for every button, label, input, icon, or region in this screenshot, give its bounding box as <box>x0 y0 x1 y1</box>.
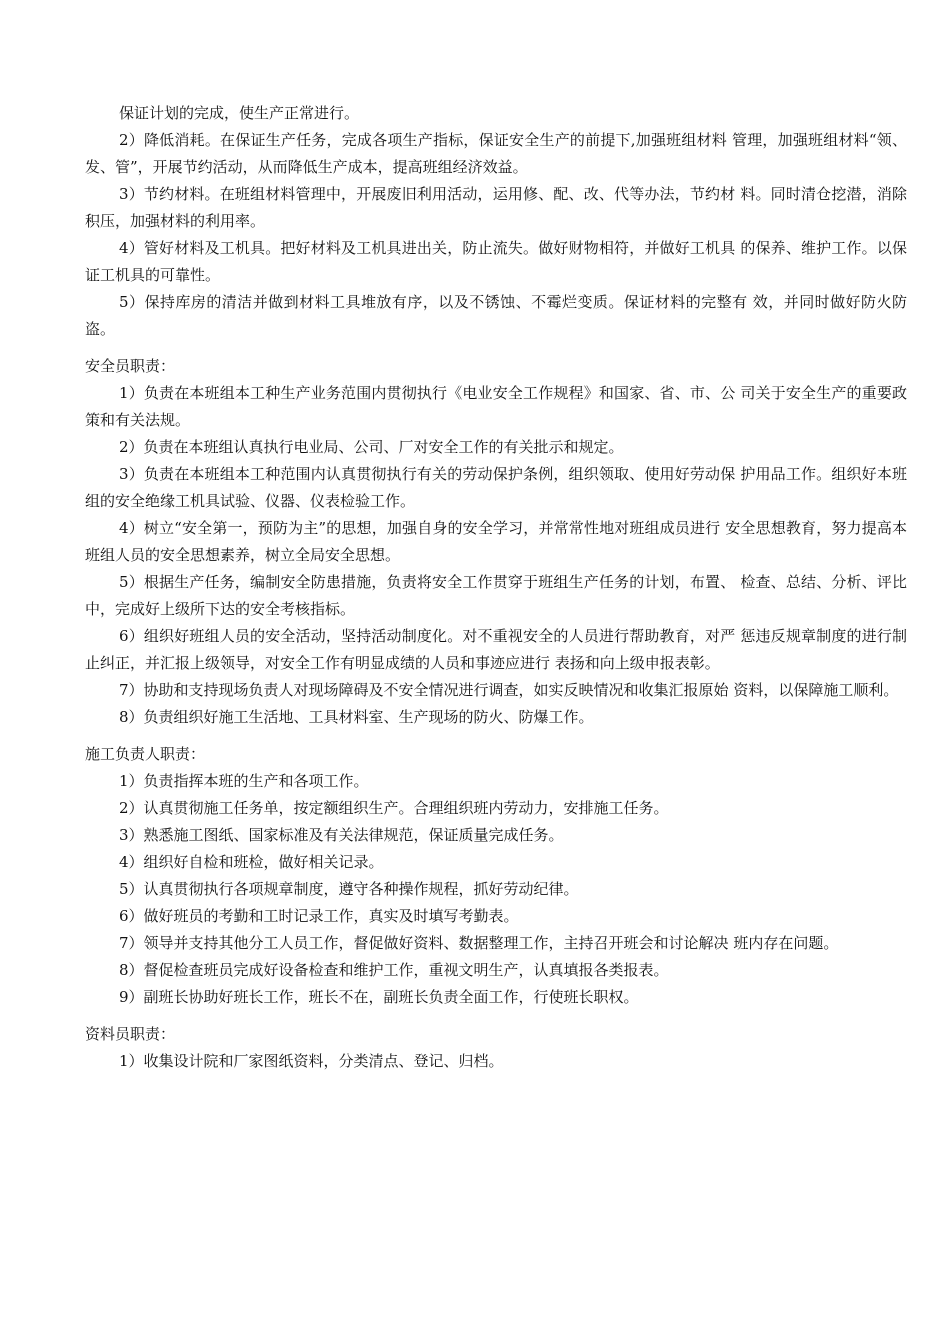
paragraph: 2）降低消耗。在保证生产任务，完成各项生产指标，保证安全生产的前提下,加强班组材料 管理，加强班组材料“领、发、管”，开展节约活动，从而降低生产成本，提高班组经济效益。 <box>85 131 907 176</box>
list-item: 3）负责在本班组本工种范围内认真贯彻执行有关的劳动保护条例，组织领取、使用好劳动保 护用品工作。组织好本班组的安全绝缘工机具试验、仪器、仪表检验工作。 <box>85 465 907 510</box>
section-heading: 资料员职责： <box>85 1025 176 1043</box>
list-item: 6）组织好班组人员的安全活动，坚持活动制度化。对不重视安全的人员进行帮助教育，对严 惩违反规章制度的进行制止纠正，并汇报上级领导，对安全工作有明显成绩的人员和事迹应进行 表扬和向上级申报表彰。 <box>85 627 907 672</box>
list-item: 7）协助和支持现场负责人对现场障碍及不安全情况进行调查，如实反映情况和收集汇报原始 资料，以保障施工顺利。 <box>119 681 899 699</box>
paragraph: 5）保持库房的清洁并做到材料工具堆放有序，以及不锈蚀、不霉烂变质。保证材料的完整有 效，并同时做好防火防盗。 <box>85 293 907 338</box>
construction-section <box>85 741 907 1011</box>
safety-section <box>85 353 907 731</box>
list-item: 8）负责组织好施工生活地、工具材料室、生产现场的防火、防爆工作。 <box>119 708 594 726</box>
section-heading: 施工负责人职责： <box>85 745 206 763</box>
list-item: 5）根据生产任务，编制安全防患措施，负责将安全工作贯穿于班组生产任务的计划，布置、 检查、总结、分析、评比中，完成好上级所下达的安全考核指标。 <box>85 573 907 618</box>
list-item: 5）认真贯彻执行各项规章制度，遵守各种操作规程，抓好劳动纪律。 <box>119 880 579 898</box>
paragraph: 4）管好材料及工机具。把好材料及工机具进出关，防止流失。做好财物相符，并做好工机具 的保养、维护工作。以保证工机具的可靠性。 <box>85 239 907 284</box>
document-page <box>85 100 907 1075</box>
paragraph: 保证计划的完成，使生产正常进行。 <box>119 104 360 122</box>
list-item: 1）负责在本班组本工种生产业务范围内贯彻执行《电业安全工作规程》和国家、省、市、公 司关于安全生产的重要政策和有关法规。 <box>85 384 907 429</box>
list-item: 4）树立“安全第一，预防为主”的思想，加强自身的安全学习，并常常性地对班组成员进行 安全思想教育，努力提高本班组人员的安全思想素养，树立全局安全思想。 <box>85 519 907 564</box>
list-item: 3）熟悉施工图纸、国家标准及有关法律规范，保证质量完成任务。 <box>119 826 564 844</box>
list-item: 9）副班长协助好班长工作，班长不在，副班长负责全面工作，行使班长职权。 <box>119 988 639 1006</box>
paragraph: 3）节约材料。在班组材料管理中，开展废旧利用活动，运用修、配、改、代等办法，节约材 料。同时清仓挖潜，消除积压，加强材料的利用率。 <box>85 185 907 230</box>
list-item: 4）组织好自检和班检，做好相关记录。 <box>119 853 384 871</box>
list-item: 7）领导并支持其他分工人员工作，督促做好资料、数据整理工作，主持召开班会和讨论解决 班内存在问题。 <box>119 934 839 952</box>
section-heading: 安全员职责： <box>85 357 176 375</box>
list-item: 6）做好班员的考勤和工时记录工作，真实及时填写考勤表。 <box>119 907 519 925</box>
intro-section <box>85 100 907 343</box>
list-item: 8）督促检查班员完成好设备检查和维护工作，重视文明生产，认真填报各类报表。 <box>119 961 669 979</box>
list-item: 2）负责在本班组认真执行电业局、公司、厂对安全工作的有关批示和规定。 <box>119 438 624 456</box>
list-item: 1）负责指挥本班的生产和各项工作。 <box>119 772 369 790</box>
list-item: 1）收集设计院和厂家图纸资料，分类清点、登记、归档。 <box>119 1052 504 1070</box>
list-item: 2）认真贯彻施工任务单，按定额组织生产。合理组织班内劳动力，安排施工任务。 <box>119 799 669 817</box>
records-section <box>85 1021 907 1075</box>
